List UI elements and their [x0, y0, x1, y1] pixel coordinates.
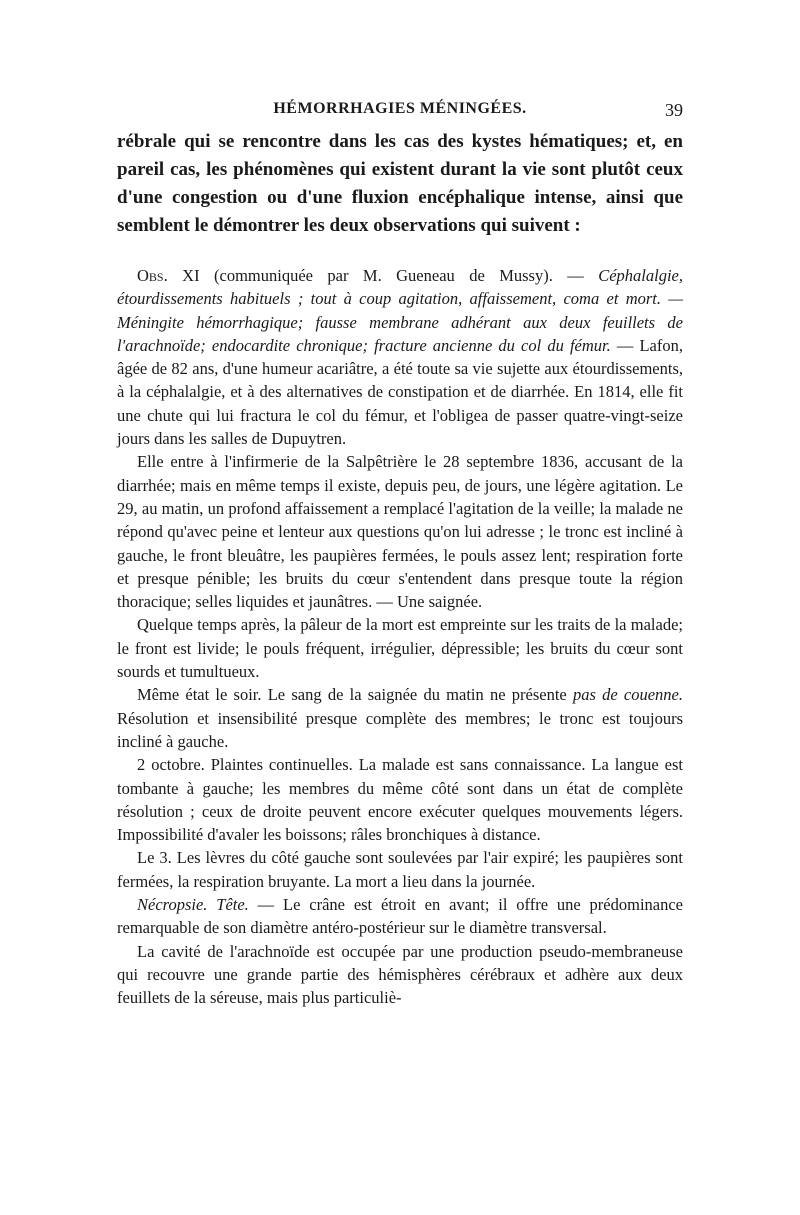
observation-xi	[117, 264, 683, 1010]
paragraph-evening	[117, 683, 683, 753]
paragraph-later: Quelque temps après, la pâleur de la mort est empreinte sur les traits de la malade; le front est livide; le pouls fréquent, irrégulier, dépressible; les bruits du cœur sont sourds et tumultueux.	[117, 615, 683, 682]
paragraph-october-3: Le 3. Les lèvres du côté gauche sont soulevées par l'air expiré; les paupières sont fermées, la respiration bruyante. La mort a lieu dans la journée.	[117, 848, 683, 891]
intro-paragraph	[117, 128, 683, 240]
paragraph-admission: Elle entre à l'infirmerie de la Salpêtrière le 28 septembre 1836, accusant de la diarrhée; mais en même temps il existe, depuis peu, de jours, une légère agitation. Le 29, au matin, un profond affaissement a remplacé l'agitation de la veille; la malade ne répond qu'avec peine et lenteur aux questions qu'on lui adresse ; le tronc est incliné à gauche, le front bleuâtre, les paupières fermées, le pouls assez lent; respiration forte et presque pénible; les bruits du cœur s'entendent dans presque toute la région thoracique; selles liquides et jaunâtres. — Une saignée.	[117, 452, 683, 612]
obs-communicated-by: (communiquée par M. Gueneau de Mussy). —	[214, 266, 584, 285]
paragraph-october-2: 2 octobre. Plaintes continuelles. La malade est sans connaissance. La langue est tombante à gauche; les membres du même côté sont dans un état de complète résolution ; ceux de droite peuvent encore exécuter quelques mouvements légers. Impossibilité d'avaler les boissons; râles bronchiques à distance.	[117, 755, 683, 845]
obs-history: — Lafon, âgée de 82 ans, d'une humeur acariâtre, a été toute sa vie sujette aux étourdissements, à la céphalalgie, et à des alternatives de constipation et de diarrhée. En 1814, elle fit une chute qui lui fractura le col du fémur, et l'obligea de passer quatre-vingt-seize jours dans les salles de Dupuytren.	[117, 335, 683, 449]
evening-text-a: Même état le soir. Le sang de la saignée du matin ne présente	[137, 685, 567, 705]
obs-summary: Céphalalgie, étourdissements habituels ; tout à coup agitation, affaissement, coma et mort. — Méningite hémorrhagique; fausse membrane adhérant aux deux feuillets de l'arachnoïde; endocardite chronique; fracture ancienne du col du fémur.	[117, 266, 683, 355]
paragraph-necropsy	[117, 893, 683, 940]
running-title: HÉMORRHAGIES MÉNINGÉES.	[273, 100, 527, 117]
intro-text: rébrale qui se rencontre dans les cas des kystes hématiques; et, en pareil cas, les phénomènes qui existent durant la vie sont plutôt ceux d'une congestion ou d'une fluxion encéphalique intense, ainsi que semblent le démontrer les deux observations qui suivent :	[117, 131, 683, 236]
evening-italic: pas de couenne.	[572, 685, 684, 705]
obs-label: Obs. XI	[137, 266, 200, 285]
page-number: 39	[665, 100, 683, 120]
paragraph-cavity: La cavité de l'arachnoïde est occupée par une production pseudo-membraneuse qui recouvre une grande partie des hémisphères cérébraux et adhère aux deux feuillets de la séreuse, mais plus particuliè-	[117, 941, 683, 1008]
evening-text-b: Résolution et insensibilité presque complète des membres; le tronc est toujours incliné à gauche.	[117, 708, 683, 751]
obs-heading-paragraph	[117, 264, 683, 450]
page-header	[117, 100, 683, 124]
necropsy-text: — Le crâne est étroit en avant; il offre une prédominance remarquable de son diamètre antéro-postérieur sur le diamètre transversal.	[117, 895, 683, 938]
necropsy-label: Nécropsie. Tête.	[137, 895, 249, 915]
